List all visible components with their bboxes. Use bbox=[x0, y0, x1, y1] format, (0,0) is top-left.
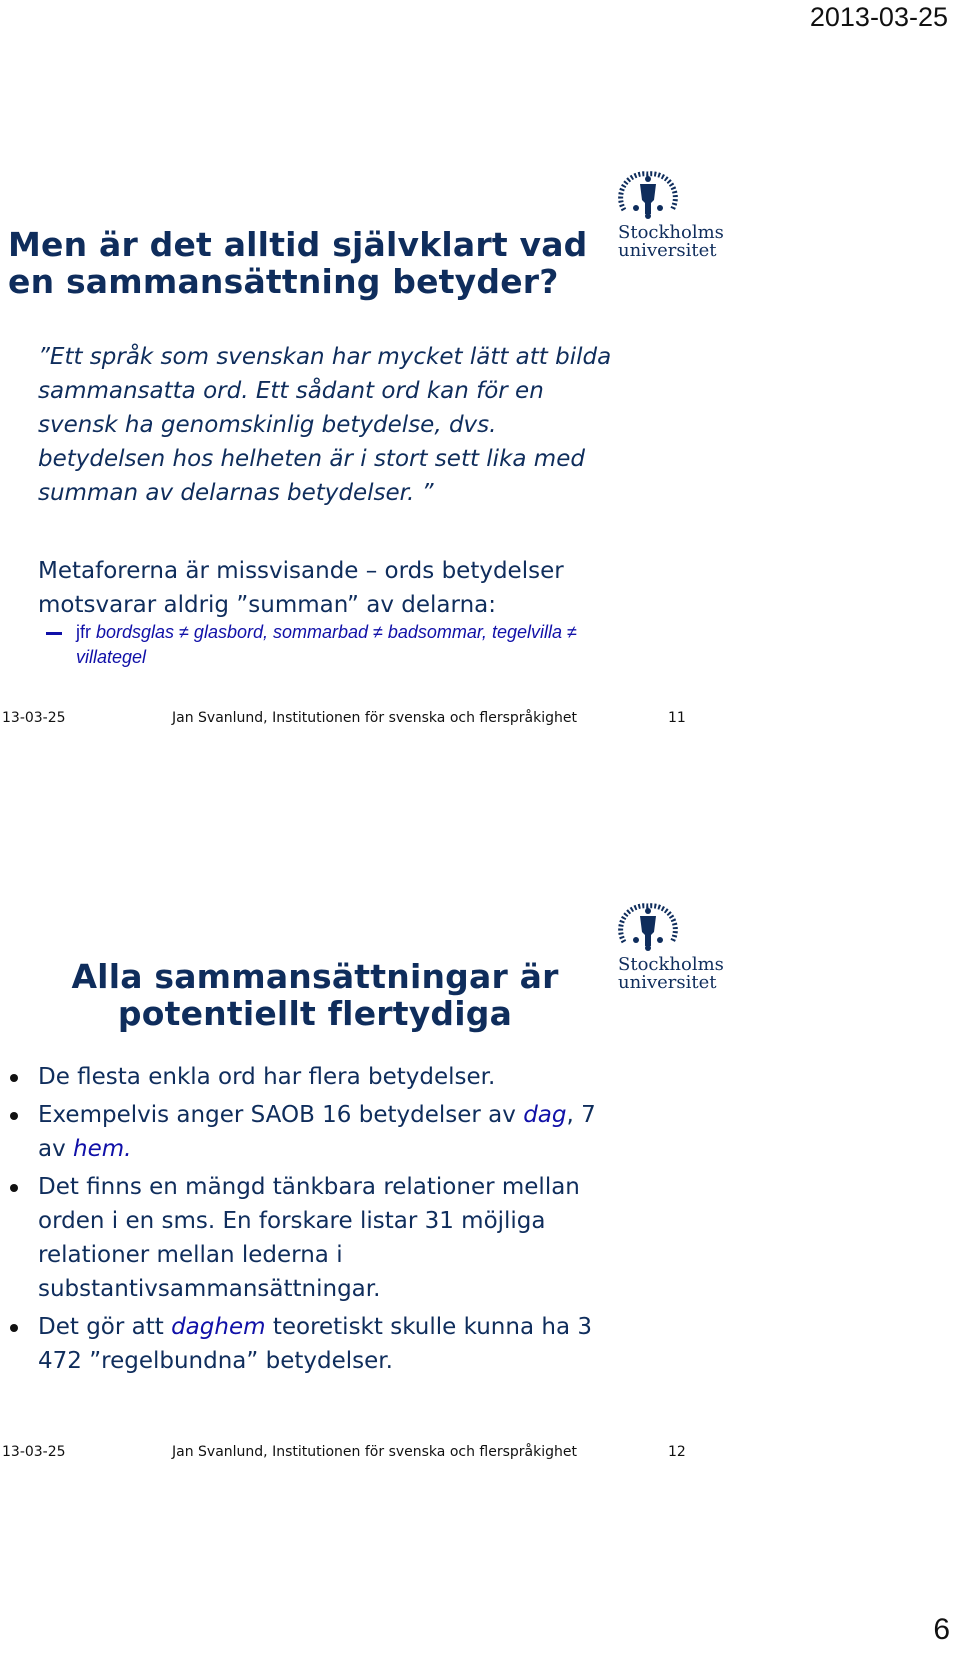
footer-author: Jan Svanlund, Institutionen för svenska och flerspråkighet bbox=[172, 1444, 577, 1460]
bullet-text: , 7 av bbox=[38, 1102, 596, 1162]
slide-12 bbox=[0, 880, 960, 1480]
example-word: hem. bbox=[73, 1136, 132, 1162]
example-word: dag bbox=[523, 1102, 567, 1128]
footer-slide-number: 12 bbox=[668, 1444, 686, 1460]
title-line-1: Alla sammansättningar är bbox=[71, 957, 559, 996]
footer-author: Jan Svanlund, Institutionen för svenska och flerspråkighet bbox=[172, 710, 577, 726]
university-seal-icon bbox=[618, 902, 678, 954]
bullet-text: Exempelvis anger SAOB 16 betydelser av bbox=[38, 1102, 524, 1128]
logo-word-1: Stockholms bbox=[618, 222, 724, 243]
university-seal-icon bbox=[618, 170, 678, 222]
sub-bullet-examples: bordsglas ≠ glasbord, sommarbad ≠ badsommar, tegelvilla ≠ villategel bbox=[76, 622, 577, 667]
body-paragraph: Metaforerna är missvisande – ords betydelser motsvarar aldrig ”summan” av delarna: bbox=[38, 558, 564, 618]
title-line-1: Men är det alltid självklart vad bbox=[8, 225, 588, 264]
bullet-text: teoretiskt skulle kunna ha 3 472 ”regelbundna” betydelser. bbox=[38, 1314, 592, 1374]
slide-title bbox=[0, 958, 630, 1032]
bullet-text: De flesta enkla ord har flera betydelser. bbox=[38, 1064, 496, 1090]
example-word: daghem bbox=[171, 1314, 266, 1340]
university-logo bbox=[618, 170, 728, 262]
university-logo bbox=[618, 902, 728, 994]
list-item bbox=[0, 1310, 620, 1378]
title-line-2: potentiellt flertydiga bbox=[117, 994, 513, 1033]
bullet-text: Det finns en mängd tänkbara relationer mellan orden i en sms. En forskare listar 31 möjliga relationer mellan lederna i substantivsammansättningar. bbox=[38, 1174, 580, 1302]
footer-slide-number: 11 bbox=[668, 710, 686, 726]
logo-word-2: universitet bbox=[618, 240, 717, 261]
quote-text: ”Ett språk som svenskan har mycket lätt att bilda sammansatta ord. Ett sådant ord kan för en svensk ha genomskinlig betydelse, dvs. betydelsen hos helheten är i stort sett lika med summan av delarnas betydelser. ” bbox=[38, 344, 612, 506]
list-item bbox=[0, 1098, 620, 1166]
list-item bbox=[0, 1060, 620, 1094]
bullet-list bbox=[0, 1060, 620, 1382]
bullet-icon bbox=[10, 1184, 18, 1192]
bullet-icon bbox=[10, 1324, 18, 1332]
bullet-text: Det gör att bbox=[38, 1314, 172, 1340]
page-number: 6 bbox=[933, 1613, 950, 1646]
footer-date: 13-03-25 bbox=[2, 1444, 66, 1460]
logo-word-1: Stockholms bbox=[618, 954, 724, 975]
bullet-icon bbox=[10, 1074, 18, 1082]
logo-word-2: universitet bbox=[618, 972, 717, 993]
bullet-icon bbox=[10, 1112, 18, 1120]
dash-icon bbox=[46, 632, 62, 635]
slide-11 bbox=[0, 150, 960, 750]
list-item bbox=[0, 1170, 620, 1306]
sub-bullet-prefix: jfr bbox=[76, 622, 96, 642]
slide-title bbox=[8, 226, 598, 300]
title-line-2: en sammansättning betyder? bbox=[8, 262, 559, 301]
sub-bullet-text bbox=[76, 620, 616, 670]
page-date: 2013-03-25 bbox=[809, 2, 948, 32]
footer-date: 13-03-25 bbox=[2, 710, 66, 726]
